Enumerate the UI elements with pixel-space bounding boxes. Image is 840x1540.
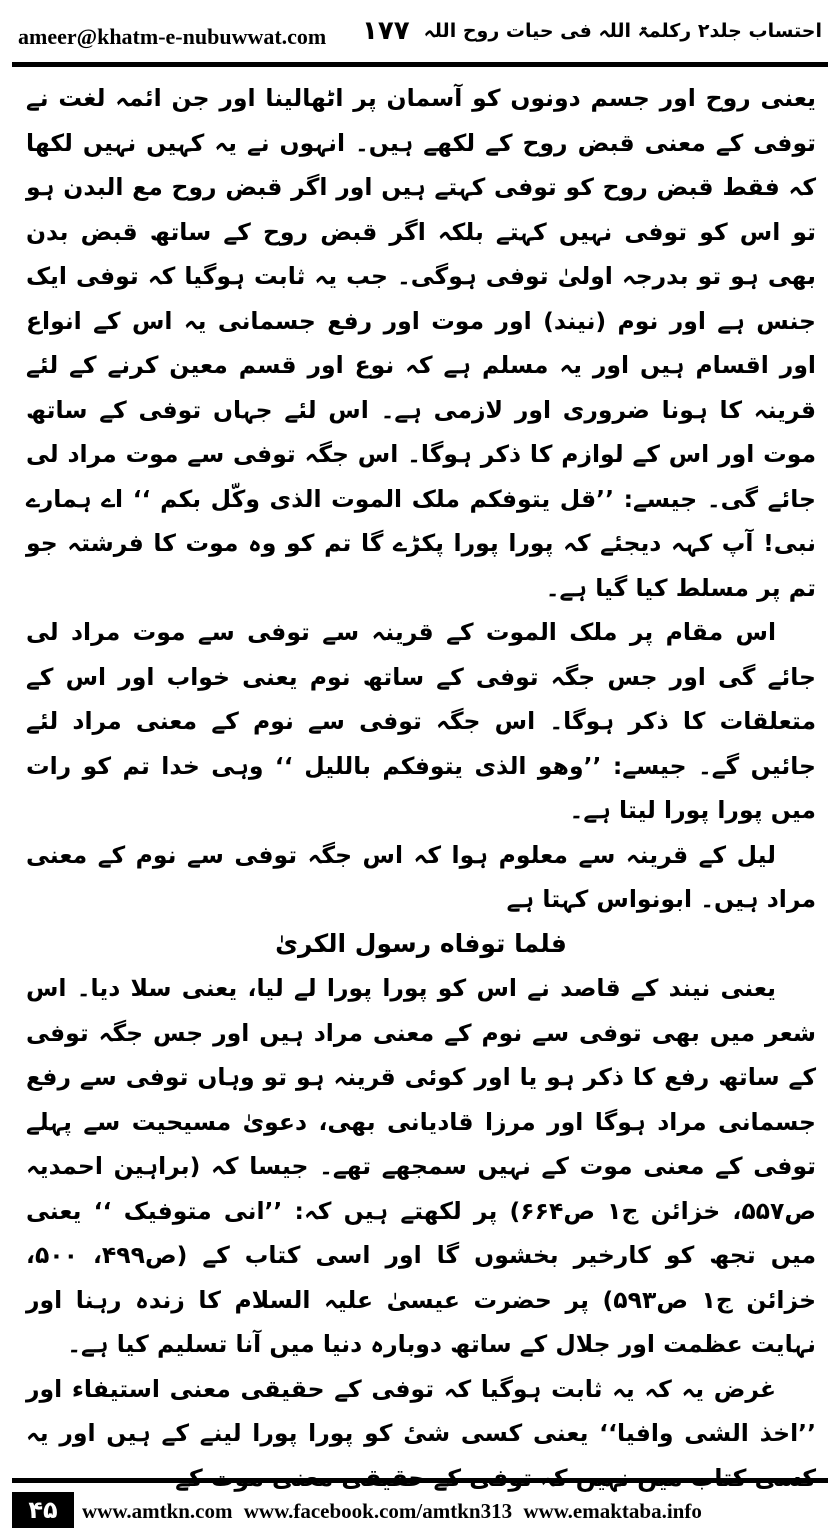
- header-rule: [12, 62, 828, 67]
- paragraph: غرض یہ کہ یہ ثابت ہوگیا کہ توفی کے حقیقی معنی استیفاء اور ’’اخذ الشی وافیا‘‘ یعنی کسی شیٔ کو پورا پورا لینے کے ہیں اور یہ: [26, 1374, 816, 1447]
- paragraph: یعنی نیند کے قاصد نے اس کو پورا پورا لے لیا، یعنی سلا دیا۔ اس شعر میں بھی توفی سے نوم کے معنی مراد ہیں اور جس جگہ توفی کے ساتھ رفع کا ذکر ہو یا اور کوئی قرینہ ہو تو وہاں توفی سے رفع جسمانی مراد ہوگا اور مرزا قادیانی بھی، دعویٰ مسیحیت سے پہلے توفی کے معنی موت کے نہیں سمجھے تھے۔ جیسا کہ (براہین احمدیہ ص۵۵۷، خزائن ج۱ ص۶۶۴) پر لکھتے ہیں کہ: ’’انی متوفیک ‘‘ یعنی میں تجھ کو کارخیر بخشوں گا اور اسی کتاب کے (ص۴۹۹، ۵۰۰، خزائن ج۱ ص۵۹۳) پر حضرت عیسیٰ علیہ السلام کا زندہ رہنا اور نہایت عظمت اور جلال کے ساتھ دوبارہ دنیا میں آنا تسلیم کیا ہے۔: [26, 974, 817, 1358]
- footer-link-emaktaba[interactable]: www.emaktaba.info: [523, 1499, 702, 1523]
- paragraph: اس مقام پر ملک الموت کے قرینہ سے توفی سے موت مراد لی جائے گی اور جس جگہ توفی کے ساتھ نوم یعنی خواب اور اس کے متعلقات کا ذکر ہوگا۔ اس جگہ توفی سے نوم کے معنی مراد لئے جائیں گے۔ جیسے: ’’وھو الذی یتوفکم باللیل ‘‘ وہی خدا تم کو رات میں پورا پورا لیتا ہے۔: [26, 618, 816, 824]
- paragraph: لیل کے قرینہ سے معلوم ہوا کہ اس جگہ توفی سے نوم کے معنی مراد ہیں۔ ابونواس کہتا ہے: [26, 840, 816, 913]
- header-page-number: ۱۷۷: [362, 16, 410, 46]
- header-title: احتساب جلد۲ رکلمۃ اللہ فی حیات روح اللہ: [423, 20, 822, 42]
- paragraph: یعنی روح اور جسم دونوں کو آسمان پر اٹھالینا اور جن ائمہ لغت نے توفی کے معنی قبض روح کے لکھے ہیں۔ انہوں نے یہ کہیں نہیں لکھا کہ فقط قبض روح کو توفی کہتے ہیں اور اگر قبض روح مع البدن ہو تو اس کو توفی نہیں کہتے بلکہ اگر قبض روح کے ساتھ قبض بدن بھی ہو تو بدرجہ اولیٰ توفی ہوگی۔ جب یہ ثابت ہوگیا کہ توفی ایک جنس ہے اور نوم (نیند) اور موت اور رفع جسمانی یہ اس کے انواع اور اقسام ہیں اور یہ مسلم ہے کہ نوع اور قسم معین کرنے کے لئے قرینہ کا ہونا ضروری اور لازمی ہے۔ اس لئے جہاں توفی کے ساتھ موت اور اس کے لوازم کا ذکر ہوگا۔ اس جگہ توفی سے موت مراد لی جائے گی۔ جیسے: ’’قل یتوفکم ملک الموت الذی وکّل بکم ‘‘ اے ہمارے نبی! آپ کہہ دیجئے کہ پورا پورا پکڑے گا تم کو وہ موت کا فرشتہ جو تم پر مسلط کیا گیا ہے۔: [26, 84, 816, 602]
- footer-rule: [12, 1478, 828, 1483]
- page-header: [12, 14, 828, 54]
- header-email[interactable]: ameer@khatm-e-nubuwwat.com: [18, 24, 327, 49]
- footer-link-amtkn[interactable]: www.amtkn.com: [82, 1499, 233, 1523]
- page-footer: [12, 1492, 828, 1532]
- footer-links: [82, 1499, 708, 1524]
- verse-line: فلما توفاه رسول الکریٰ: [275, 928, 567, 958]
- page-body: [26, 76, 816, 1500]
- footer-link-facebook[interactable]: www.facebook.com/amtkn313: [243, 1499, 513, 1523]
- footer-page-number: ۴۵: [12, 1492, 74, 1528]
